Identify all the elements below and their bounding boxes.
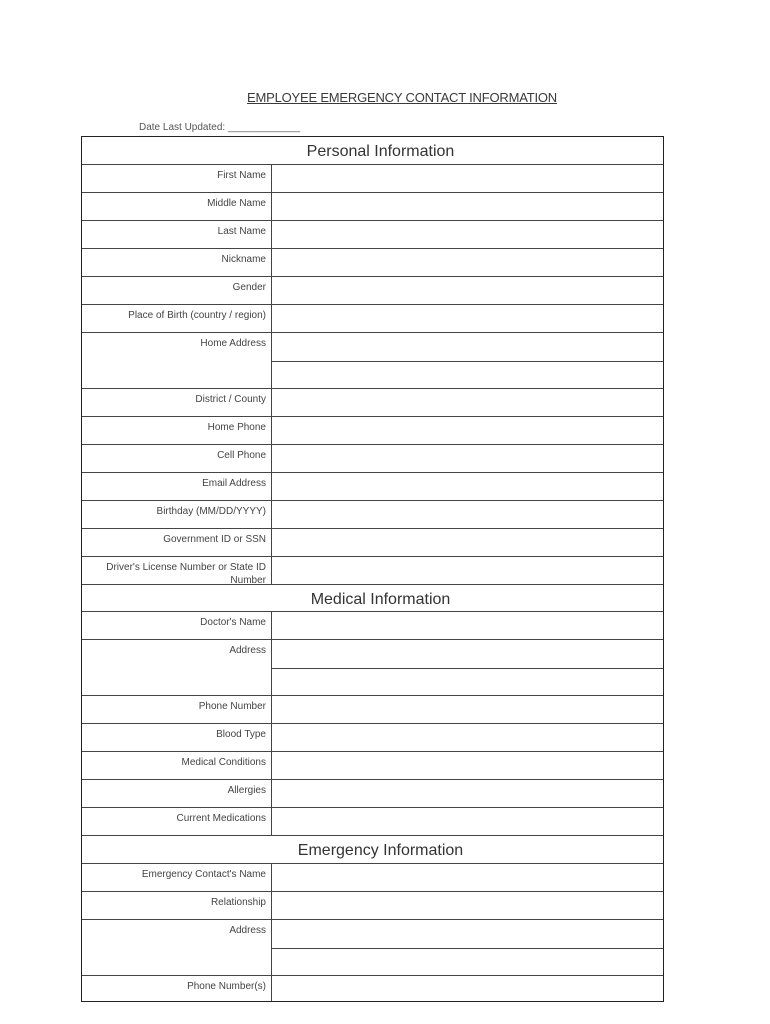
input-government-id[interactable] (271, 529, 663, 556)
row-last-name (82, 221, 663, 249)
row-birthday (82, 501, 663, 529)
label-first-name: First Name (217, 170, 266, 181)
input-cell-phone[interactable] (271, 445, 663, 472)
label-allergies: Allergies (227, 785, 266, 796)
row-home-address (82, 333, 663, 389)
input-home-phone[interactable] (271, 417, 663, 444)
emergency-contact-form (81, 136, 664, 1002)
row-nickname (82, 249, 663, 277)
input-allergies[interactable] (271, 780, 663, 807)
row-doctor-phone (82, 696, 663, 724)
input-contact-name[interactable] (271, 864, 663, 891)
input-contact-phone[interactable] (271, 976, 663, 1001)
label-medical-conditions: Medical Conditions (181, 757, 266, 768)
section-title-personal: Personal Information (306, 143, 455, 160)
input-contact-address[interactable] (271, 920, 663, 975)
input-doctor-address[interactable] (271, 640, 663, 695)
row-allergies (82, 780, 663, 808)
label-last-name: Last Name (217, 226, 266, 237)
input-drivers-license[interactable] (271, 557, 663, 584)
label-district-county: District / County (195, 394, 266, 405)
row-doctor-address (82, 640, 663, 696)
row-relationship (82, 892, 663, 920)
section-header-medical (82, 584, 663, 612)
row-contact-name (82, 864, 663, 892)
input-blood-type[interactable] (271, 724, 663, 751)
label-home-phone: Home Phone (207, 422, 266, 433)
label-birthday: Birthday (MM/DD/YYYY) (156, 506, 266, 517)
label-cell-phone: Cell Phone (217, 450, 266, 461)
label-contact-address: Address (229, 925, 266, 936)
section-header-emergency (82, 836, 663, 864)
row-first-name (82, 165, 663, 193)
row-gender (82, 277, 663, 305)
input-district-county[interactable] (271, 389, 663, 416)
input-email-address[interactable] (271, 473, 663, 500)
label-contact-phone: Phone Number(s) (187, 981, 266, 992)
label-home-address: Home Address (200, 338, 266, 349)
row-middle-name (82, 193, 663, 221)
label-nickname: Nickname (221, 254, 266, 265)
date-last-updated: Date Last Updated: _____________ (139, 122, 301, 133)
label-email-address: Email Address (202, 478, 266, 489)
section-title-medical: Medical Information (310, 591, 451, 608)
input-home-address[interactable] (271, 333, 663, 388)
row-contact-address (82, 920, 663, 976)
label-government-id: Government ID or SSN (163, 534, 266, 545)
input-middle-name[interactable] (271, 193, 663, 220)
row-doctors-name (82, 612, 663, 640)
row-place-of-birth (82, 305, 663, 333)
row-district-county (82, 389, 663, 417)
label-place-of-birth: Place of Birth (country / region) (128, 310, 266, 321)
label-blood-type: Blood Type (216, 729, 266, 740)
label-doctor-address: Address (229, 645, 266, 656)
input-doctors-name[interactable] (271, 612, 663, 639)
row-contact-phone (82, 976, 663, 1001)
row-medical-conditions (82, 752, 663, 780)
input-current-medications[interactable] (271, 808, 663, 835)
input-first-name[interactable] (271, 165, 663, 192)
label-middle-name: Middle Name (207, 198, 266, 209)
label-current-medications: Current Medications (176, 813, 266, 824)
label-drivers-license: Driver's License Number or State ID Number (106, 562, 266, 584)
input-nickname[interactable] (271, 249, 663, 276)
row-drivers-license (82, 557, 663, 584)
section-title-emergency: Emergency Information (297, 842, 464, 859)
label-contact-name: Emergency Contact's Name (141, 869, 266, 880)
row-email-address (82, 473, 663, 501)
input-last-name[interactable] (271, 221, 663, 248)
row-current-medications (82, 808, 663, 836)
label-relationship: Relationship (210, 897, 266, 908)
input-place-of-birth[interactable] (271, 305, 663, 332)
input-gender[interactable] (271, 277, 663, 304)
input-relationship[interactable] (271, 892, 663, 919)
document-title: EMPLOYEE EMERGENCY CONTACT INFORMATION (247, 90, 557, 105)
input-birthday[interactable] (271, 501, 663, 528)
label-doctor-phone: Phone Number (198, 701, 266, 712)
input-doctor-phone[interactable] (271, 696, 663, 723)
input-medical-conditions[interactable] (271, 752, 663, 779)
row-government-id (82, 529, 663, 557)
label-doctors-name: Doctor's Name (200, 617, 266, 628)
row-blood-type (82, 724, 663, 752)
section-header-personal (82, 137, 663, 165)
label-gender: Gender (232, 282, 266, 293)
row-home-phone (82, 417, 663, 445)
row-cell-phone (82, 445, 663, 473)
